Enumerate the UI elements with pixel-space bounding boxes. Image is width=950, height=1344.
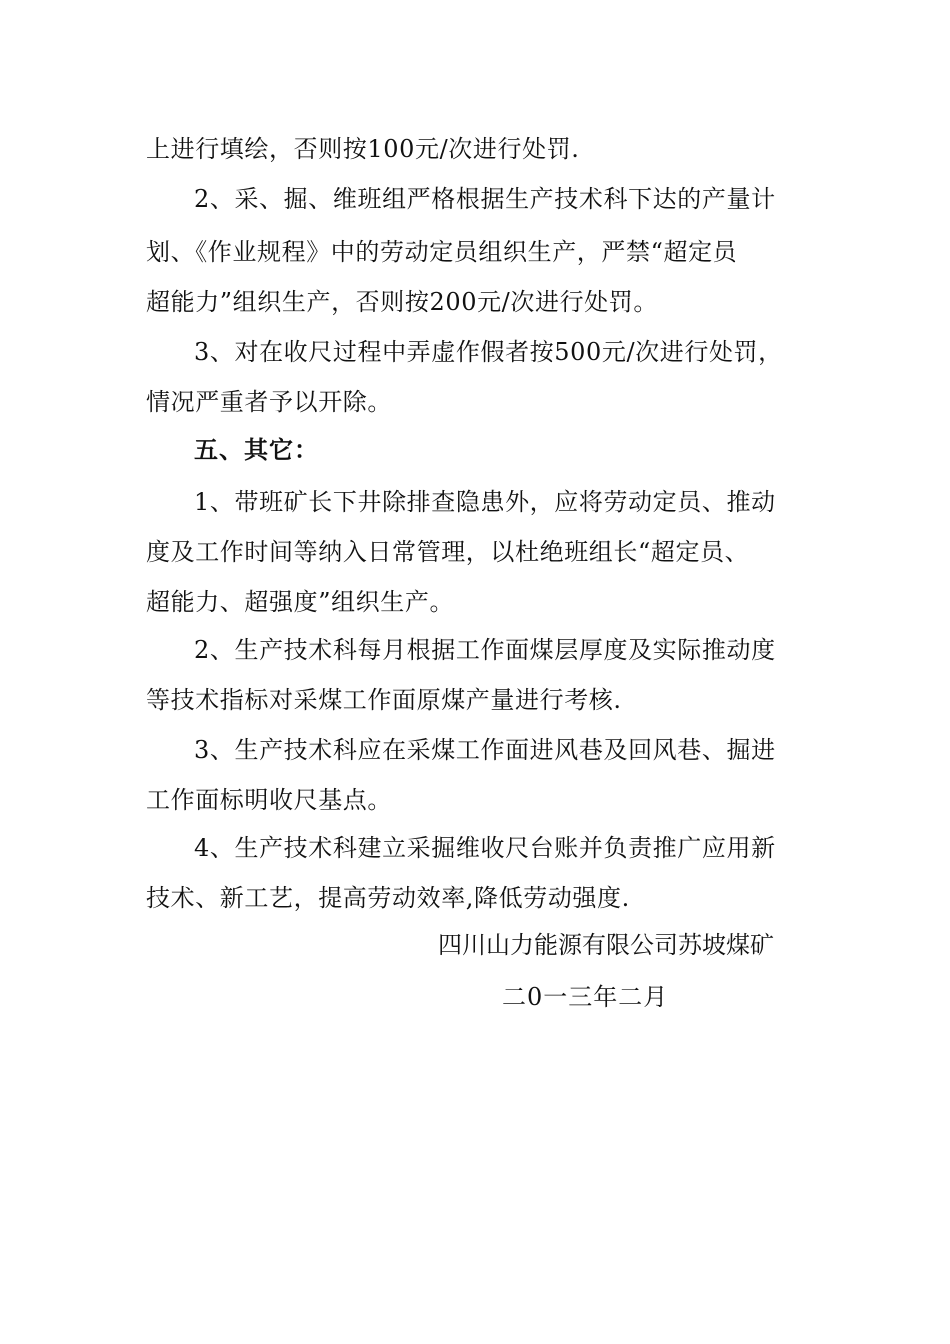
signature-organization: 四川山力能源有限公司苏坡煤矿 — [438, 931, 774, 959]
text-line: 超能力”组织生产，否则按200元/次进行处罚。 — [146, 288, 658, 316]
text-line: 技术、新工艺，提高劳动效率,降低劳动强度. — [146, 884, 630, 912]
text-line: 工作面标明收尺基点。 — [146, 786, 392, 814]
text-line: 等技术指标对采煤工作面原煤产量进行考核. — [146, 686, 622, 714]
text-line: 情况严重者予以开除。 — [146, 388, 392, 416]
text-line-item-3: 3、对在收尺过程中弄虚作假者按500元/次进行处罚， — [194, 338, 783, 366]
text-line-continuation: 上进行填绘，否则按100元/次进行处罚. — [146, 135, 580, 163]
text-line: 划、《作业规程》中的劳动定员组织生产，严禁“超定员 — [146, 238, 738, 266]
text-line: 超能力、超强度”组织生产。 — [146, 588, 455, 616]
text-line-item-2: 2、采、掘、维班组严格根据生产技术科下达的产量计 — [194, 185, 776, 213]
text-line-item-2: 2、生产技术科每月根据工作面煤层厚度及实际推动度 — [194, 636, 776, 664]
text-line-item-1: 1、带班矿长下井除排查隐患外，应将劳动定员、推动 — [194, 488, 776, 516]
text-line-item-3: 3、生产技术科应在采煤工作面进风巷及回风巷、掘进 — [194, 736, 776, 764]
text-line-item-4: 4、生产技术科建立采掘维收尺台账并负责推广应用新 — [194, 834, 776, 862]
text-line: 度及工作时间等纳入日常管理，以杜绝班组长“超定员、 — [146, 538, 750, 566]
signature-date: 二0一三年二月 — [502, 983, 669, 1011]
section-heading-other: 五、其它： — [194, 435, 319, 464]
